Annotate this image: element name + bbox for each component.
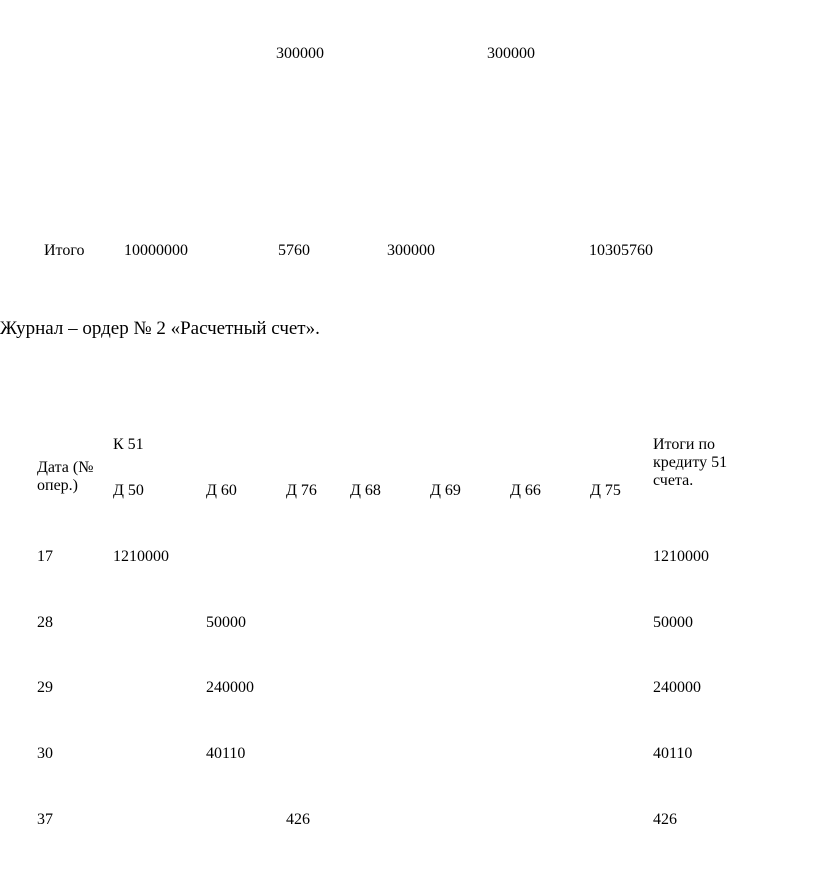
row-total: 426 <box>653 811 677 828</box>
header-col-d66: Д 66 <box>510 482 541 499</box>
row-date: 30 <box>37 745 53 762</box>
header-group-k51: К 51 <box>113 436 144 453</box>
top-row-value-1: 300000 <box>276 45 324 62</box>
header-col-d69: Д 69 <box>430 482 461 499</box>
row-total: 1210000 <box>653 548 709 565</box>
total-value-2: 5760 <box>278 242 310 259</box>
row-d76: 426 <box>286 811 310 828</box>
header-col-d68: Д 68 <box>350 482 381 499</box>
header-date: Дата (№ опер.) <box>37 459 94 494</box>
total-value-4: 10305760 <box>589 242 653 259</box>
journal-title: Журнал – ордер № 2 «Расчетный счет». <box>0 318 320 339</box>
header-col-d60: Д 60 <box>206 482 237 499</box>
row-total: 50000 <box>653 614 693 631</box>
row-date: 37 <box>37 811 53 828</box>
row-total: 240000 <box>653 679 701 696</box>
header-total: Итоги по кредиту 51 счета. <box>653 436 728 489</box>
header-col-d50: Д 50 <box>113 482 144 499</box>
row-date: 29 <box>37 679 53 696</box>
row-total: 40110 <box>653 745 693 762</box>
total-label: Итого <box>44 242 85 259</box>
header-col-d75: Д 75 <box>590 482 621 499</box>
row-d60: 50000 <box>206 614 246 631</box>
row-d60: 240000 <box>206 679 254 696</box>
row-date: 28 <box>37 614 53 631</box>
row-d50: 1210000 <box>113 548 169 565</box>
top-row-value-2: 300000 <box>487 45 535 62</box>
row-d60: 40110 <box>206 745 246 762</box>
total-value-3: 300000 <box>387 242 435 259</box>
row-date: 17 <box>37 548 53 565</box>
header-col-d76: Д 76 <box>286 482 317 499</box>
total-value-1: 10000000 <box>124 242 188 259</box>
